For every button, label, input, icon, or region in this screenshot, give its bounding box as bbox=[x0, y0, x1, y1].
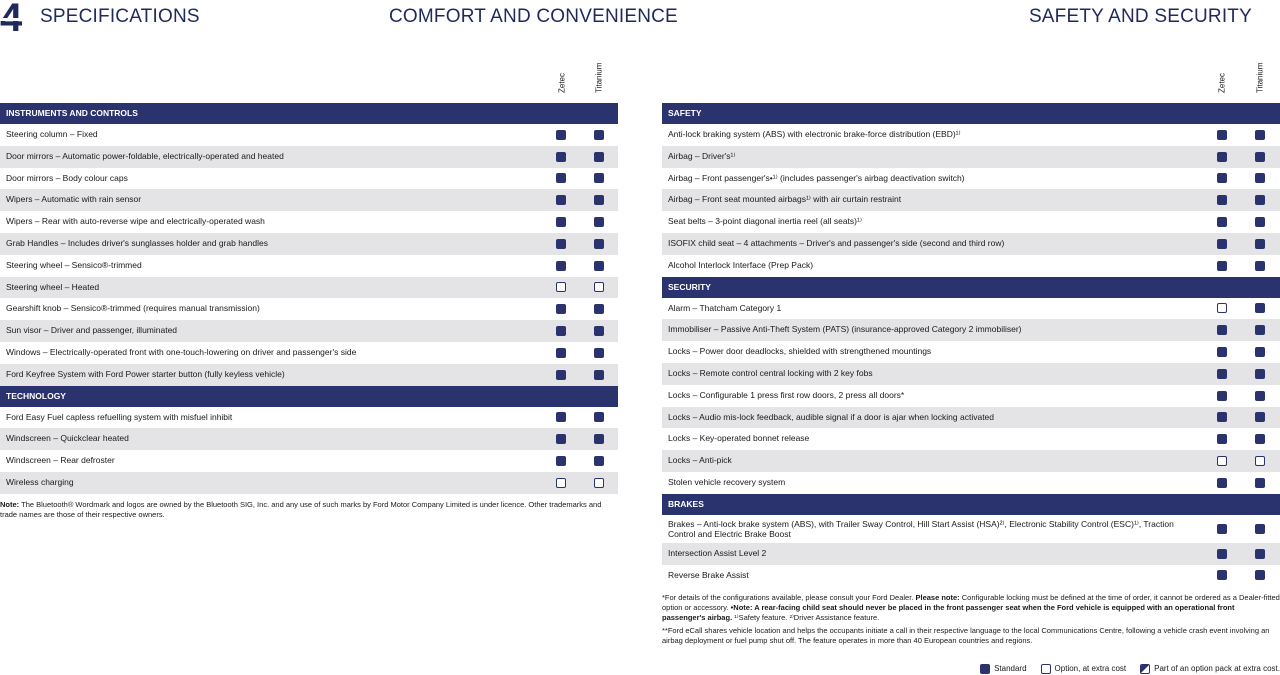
spec-label: Immobiliser – Passive Anti-Theft System (PATS) (insurance-approved Category 2 immobiliser) bbox=[668, 324, 1022, 335]
zetec-standard-icon bbox=[556, 217, 566, 227]
spec-label: Ford Keyfree System with Ford Power starter button (fully keyless vehicle) bbox=[6, 368, 285, 379]
titanium-standard-icon bbox=[1255, 325, 1265, 335]
zetec-standard-icon bbox=[1217, 549, 1227, 559]
spec-row bbox=[662, 472, 1280, 494]
titanium-standard-icon bbox=[594, 326, 604, 336]
spec-row bbox=[662, 233, 1280, 255]
titanium-standard-icon bbox=[1255, 239, 1265, 249]
option-icon bbox=[1041, 664, 1051, 674]
titanium-standard-icon bbox=[1255, 434, 1265, 444]
titanium-standard-icon bbox=[594, 152, 604, 162]
titanium-standard-icon bbox=[1255, 130, 1265, 140]
spec-label: Locks – Configurable 1 press first row doors, 2 press all doors* bbox=[668, 389, 905, 400]
titanium-standard-icon bbox=[594, 261, 604, 271]
spec-row bbox=[662, 428, 1280, 450]
spec-row bbox=[662, 407, 1280, 429]
left-note: Note: The Bluetooth® Wordmark and logos are owned by the Bluetooth SIG, Inc. and any use of such marks by Ford Motor Company Limited is under licence. Other trademarks and trade names are those of their respective owners. bbox=[0, 500, 602, 519]
spec-row bbox=[0, 146, 618, 168]
spec-label: Locks – Remote control central locking with 2 key fobs bbox=[668, 367, 873, 378]
spec-row bbox=[0, 298, 618, 320]
spec-label: Door mirrors – Automatic power-foldable, electrically-operated and heated bbox=[6, 150, 284, 161]
section-header: SECURITY bbox=[662, 277, 1280, 298]
spec-label: Sun visor – Driver and passenger, illuminated bbox=[6, 325, 178, 336]
spec-label: Wipers – Automatic with rain sensor bbox=[6, 194, 142, 205]
spec-label: Ford Easy Fuel capless refuelling system with misfuel inhibit bbox=[6, 411, 233, 422]
spec-row bbox=[662, 211, 1280, 233]
spec-row bbox=[0, 407, 618, 429]
spec-row bbox=[0, 255, 618, 277]
spec-label: Grab Handles – Includes driver's sunglasses holder and grab handles bbox=[6, 237, 268, 248]
zetec-standard-icon bbox=[1217, 130, 1227, 140]
zetec-standard-icon bbox=[556, 130, 566, 140]
titanium-standard-icon bbox=[1255, 173, 1265, 183]
zetec-option-icon bbox=[556, 478, 566, 488]
spec-label: Windscreen – Rear defroster bbox=[6, 455, 115, 466]
zetec-standard-icon bbox=[1217, 261, 1227, 271]
zetec-standard-icon bbox=[556, 195, 566, 205]
spec-row bbox=[662, 450, 1280, 472]
column-header-titanium-left: Titanium bbox=[594, 62, 604, 93]
zetec-standard-icon bbox=[1217, 239, 1227, 249]
spec-label: Door mirrors – Body colour caps bbox=[6, 172, 128, 183]
spec-label: Steering wheel – Heated bbox=[6, 281, 100, 292]
spec-label: Stolen vehicle recovery system bbox=[668, 476, 786, 487]
spec-row bbox=[0, 320, 618, 342]
zetec-standard-icon bbox=[1217, 524, 1227, 534]
titanium-standard-icon bbox=[1255, 152, 1265, 162]
spec-label: Steering wheel – Sensico®-trimmed bbox=[6, 259, 142, 270]
titanium-standard-icon bbox=[594, 348, 604, 358]
spec-row bbox=[662, 298, 1280, 320]
zetec-standard-icon bbox=[556, 326, 566, 336]
spec-label: Locks – Power door deadlocks, shielded with strengthened mountings bbox=[668, 346, 932, 357]
titanium-standard-icon bbox=[1255, 549, 1265, 559]
titanium-standard-icon bbox=[594, 173, 604, 183]
zetec-standard-icon bbox=[556, 173, 566, 183]
page-number bbox=[0, 0, 30, 36]
zetec-option-icon bbox=[556, 282, 566, 292]
section-header: INSTRUMENTS AND CONTROLS bbox=[0, 103, 618, 124]
spec-row bbox=[662, 543, 1280, 565]
spec-label: Airbag – Front passenger's•¹⁾ (includes passenger's airbag deactivation switch) bbox=[668, 172, 965, 183]
safety-title: SAFETY AND SECURITY bbox=[1028, 6, 1252, 27]
spec-row bbox=[662, 319, 1280, 341]
zetec-standard-icon bbox=[556, 434, 566, 444]
spec-row bbox=[0, 211, 618, 233]
spec-label: Locks – Key-operated bonnet release bbox=[668, 433, 810, 444]
zetec-standard-icon bbox=[1217, 173, 1227, 183]
zetec-standard-icon bbox=[1217, 412, 1227, 422]
spec-row bbox=[0, 450, 618, 472]
zetec-standard-icon bbox=[1217, 152, 1227, 162]
titanium-standard-icon bbox=[594, 456, 604, 466]
spec-row bbox=[662, 363, 1280, 385]
option-pack-icon bbox=[1140, 664, 1150, 674]
spec-label: Gearshift knob – Sensico®-trimmed (requires manual transmission) bbox=[6, 303, 260, 314]
spec-label: Wireless charging bbox=[6, 476, 74, 487]
section-header: BRAKES bbox=[662, 494, 1280, 515]
zetec-standard-icon bbox=[1217, 347, 1227, 357]
column-header-zetec-left: Zetec bbox=[557, 72, 567, 93]
specifications-title: SPECIFICATIONS bbox=[40, 6, 200, 27]
right-spec-table bbox=[662, 103, 1280, 586]
spec-row bbox=[0, 364, 618, 386]
spec-row bbox=[662, 189, 1280, 211]
zetec-standard-icon bbox=[556, 412, 566, 422]
titanium-standard-icon bbox=[1255, 570, 1265, 580]
titanium-standard-icon bbox=[1255, 217, 1265, 227]
spec-row bbox=[662, 515, 1280, 543]
spec-label: Airbag – Front seat mounted airbags¹⁾ with air curtain restraint bbox=[668, 194, 902, 205]
legend bbox=[966, 663, 1280, 675]
titanium-standard-icon bbox=[594, 434, 604, 444]
titanium-standard-icon bbox=[1255, 524, 1265, 534]
spec-label: Wipers – Rear with auto-reverse wipe and electrically-operated wash bbox=[6, 216, 265, 227]
titanium-standard-icon bbox=[1255, 478, 1265, 488]
titanium-standard-icon bbox=[1255, 412, 1265, 422]
spec-row bbox=[662, 146, 1280, 168]
zetec-standard-icon bbox=[1217, 325, 1227, 335]
zetec-standard-icon bbox=[556, 348, 566, 358]
zetec-option-icon bbox=[1217, 456, 1227, 466]
comfort-title: COMFORT AND CONVENIENCE bbox=[389, 6, 678, 27]
spec-label: Windscreen – Quickclear heated bbox=[6, 433, 129, 444]
spec-row bbox=[0, 124, 618, 146]
titanium-standard-icon bbox=[1255, 195, 1265, 205]
spec-row bbox=[662, 385, 1280, 407]
spec-row bbox=[662, 124, 1280, 146]
titanium-standard-icon bbox=[594, 304, 604, 314]
titanium-standard-icon bbox=[594, 239, 604, 249]
zetec-standard-icon bbox=[556, 456, 566, 466]
spec-row bbox=[662, 168, 1280, 190]
zetec-standard-icon bbox=[556, 261, 566, 271]
spec-label: Seat belts – 3-point diagonal inertia reel (all seats)¹⁾ bbox=[668, 216, 862, 227]
spec-row bbox=[0, 428, 618, 450]
titanium-option-icon bbox=[594, 478, 604, 488]
zetec-standard-icon bbox=[1217, 391, 1227, 401]
left-spec-table bbox=[0, 103, 618, 494]
spec-label: Steering column – Fixed bbox=[6, 129, 98, 139]
spec-row bbox=[0, 168, 618, 190]
right-notes bbox=[662, 593, 1280, 646]
spec-label: Anti-lock braking system (ABS) with electronic brake-force distribution (EBD)¹⁾ bbox=[668, 129, 961, 139]
zetec-standard-icon bbox=[1217, 369, 1227, 379]
spec-row bbox=[0, 472, 618, 494]
titanium-option-icon bbox=[594, 282, 604, 292]
titanium-standard-icon bbox=[1255, 303, 1265, 313]
spec-row bbox=[0, 342, 618, 364]
column-header-titanium-right: Titanium bbox=[1255, 62, 1265, 93]
titanium-standard-icon bbox=[1255, 391, 1265, 401]
titanium-standard-icon bbox=[594, 370, 604, 380]
spec-label: Windows – Electrically-operated front with one-touch-lowering on driver and passenger's side bbox=[6, 346, 357, 357]
titanium-standard-icon bbox=[594, 130, 604, 140]
zetec-standard-icon bbox=[1217, 478, 1227, 488]
zetec-standard-icon bbox=[556, 239, 566, 249]
legend-option: Option, at extra cost bbox=[1041, 663, 1127, 675]
spec-row bbox=[0, 233, 618, 255]
legend-pack: Part of an option pack at extra cost. bbox=[1140, 663, 1280, 675]
zetec-standard-icon bbox=[1217, 570, 1227, 580]
spec-label: Alcohol Interlock Interface (Prep Pack) bbox=[668, 259, 814, 270]
spec-label: Airbag – Driver's¹⁾ bbox=[668, 150, 736, 161]
titanium-standard-icon bbox=[1255, 347, 1265, 357]
spec-row bbox=[662, 341, 1280, 363]
zetec-option-icon bbox=[1217, 303, 1227, 313]
spec-row bbox=[662, 255, 1280, 277]
spec-row bbox=[0, 189, 618, 211]
zetec-standard-icon bbox=[556, 370, 566, 380]
titanium-standard-icon bbox=[594, 412, 604, 422]
titanium-standard-icon bbox=[594, 217, 604, 227]
titanium-option-icon bbox=[1255, 456, 1265, 466]
spec-row bbox=[662, 565, 1280, 587]
spec-label: Intersection Assist Level 2 bbox=[668, 547, 767, 558]
titanium-standard-icon bbox=[1255, 369, 1265, 379]
spec-label: Locks – Anti-pick bbox=[668, 455, 732, 466]
spec-label: Locks – Audio mis-lock feedback, audible signal if a door is ajar when locking activated bbox=[668, 411, 995, 422]
legend-standard: Standard bbox=[980, 663, 1026, 675]
spec-label: Alarm – Thatcham Category 1 bbox=[668, 302, 782, 313]
titanium-standard-icon bbox=[1255, 261, 1265, 271]
spec-row bbox=[0, 277, 618, 299]
zetec-standard-icon bbox=[1217, 434, 1227, 444]
zetec-standard-icon bbox=[556, 152, 566, 162]
right-note-2: **Ford eCall shares vehicle location and helps the occupants initiate a call in their respective language to the local Communications Centre, following a vehicle crash event involving an airbag deployment or fuel pump shut off. The feature operates in more than 40 European countries and regions. bbox=[662, 626, 1270, 645]
spec-label: Reverse Brake Assist bbox=[668, 569, 749, 580]
column-header-zetec-right: Zetec bbox=[1217, 72, 1227, 93]
spec-label: ISOFIX child seat – 4 attachments – Driver's and passenger's side (second and third row) bbox=[668, 237, 1005, 248]
standard-icon bbox=[980, 664, 990, 674]
right-note-1: *For details of the configurations available, please consult your Ford Dealer. Please note: Configurable locking must be defined at the time of order, it cannot be ordered as a Dealer-fitted option or accessory. •Note: A rear-facing child seat should never be placed in the front passenger seat when the Ford vehicle is equipped with an operational front passenger's airbag. ¹⁾Safety feature. ²⁾Driver Assistance feature. bbox=[662, 593, 1280, 622]
zetec-standard-icon bbox=[556, 304, 566, 314]
zetec-standard-icon bbox=[1217, 217, 1227, 227]
section-header: SAFETY bbox=[662, 103, 1280, 124]
titanium-standard-icon bbox=[594, 195, 604, 205]
zetec-standard-icon bbox=[1217, 195, 1227, 205]
spec-label: Brakes – Anti-lock brake system (ABS), with Trailer Sway Control, Hill Start Assist (HSA)²⁾, Electronic Stability Control (ESC)¹⁾, Traction Control and Electric Brake Boost bbox=[668, 518, 1174, 539]
section-header: TECHNOLOGY bbox=[0, 386, 618, 407]
